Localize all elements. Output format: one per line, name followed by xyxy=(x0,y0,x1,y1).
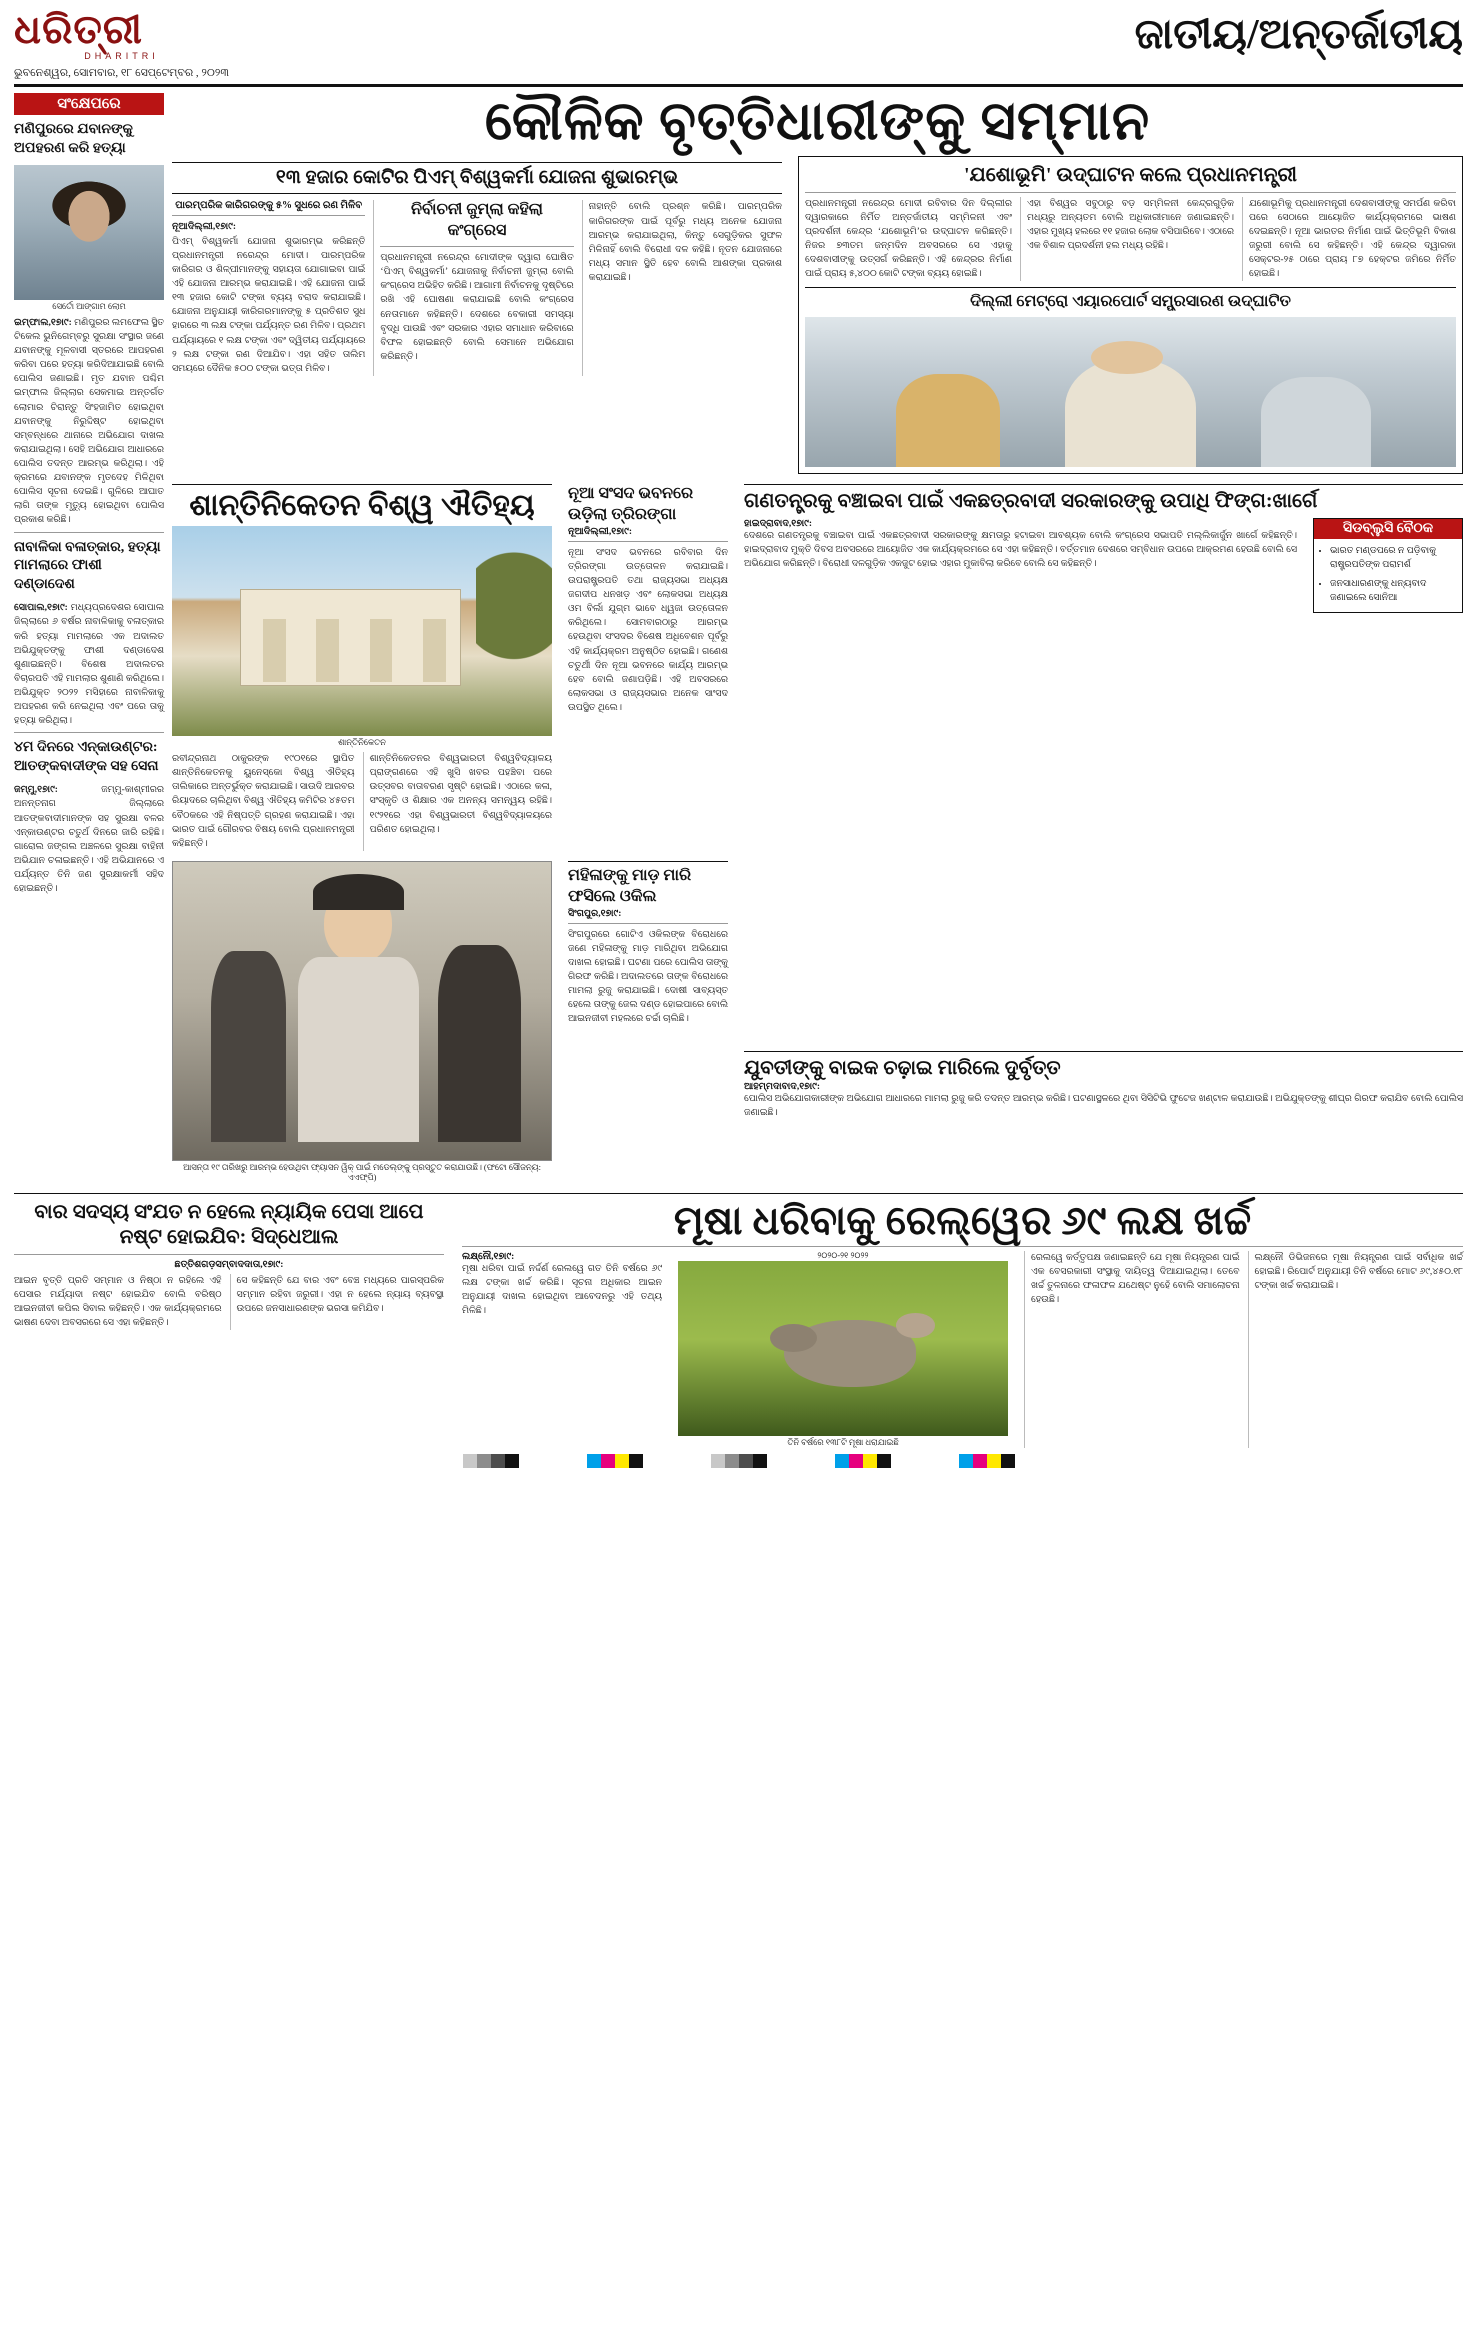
parliament-dateline: ନୂଆଦିଲ୍ଲୀ,୧୭ା୯: xyxy=(568,526,633,537)
brief-1-body xyxy=(14,316,164,528)
rail-years: ୨୦୨୦-୨୧ ୨୦୨୨ xyxy=(817,1250,869,1260)
lead-col-2-kicker: ନିର୍ବାଚନୀ ଜୁମ୍‌ଲା କହିଲା କଂଗ୍ରେସ xyxy=(410,201,544,240)
black-swatch xyxy=(1001,1454,1015,1468)
lead-col-2-text: ପ୍ରଧାନମନ୍ତ୍ରୀ ନରେନ୍ଦ୍ର ମୋଦୀଙ୍କ ଦ୍ୱାରା ଘୋଷିତ ‘ପିଏମ୍ ବିଶ୍ୱକର୍ମା’ ଯୋଜନାକୁ ନିର୍ବାଚନୀ ଜୁମ୍‌ଲା ବୋଲି କଂଗ୍ରେସ ଅଭିହିତ କରିଛି। ଆଗାମୀ ନିର୍ବାଚନକୁ ଦୃଷ୍ଟିରେ ରଖି ଏହି ଘୋଷଣା କରାଯାଇଛି ବୋଲି କଂଗ୍ରେସ ନେତାମାନେ କହିଛନ୍ତି। ଦେଶରେ ବେକାରୀ ସମସ୍ୟା ବୃଦ୍ଧି ପାଉଛି ଏବଂ ସରକାର ଏହାର ସମାଧାନ କରିବାରେ ବିଫଳ ହୋଇଛନ୍ତି ବୋଲି ସେମାନେ ଅଭିଯୋଗ କରିଛନ୍ତି। xyxy=(380,253,574,362)
cmyk-swatches xyxy=(587,1454,643,1468)
lead-dateline: ନୂଆଦିଲ୍ଲୀ,୧୭ା୯: xyxy=(172,222,237,233)
santiniketan-photo-caption: ଶାନ୍ତିନିକେତନ xyxy=(338,738,386,748)
lead-col-3-text: ନାହାନ୍ତି ବୋଲି ପ୍ରଶ୍ନ କରିଛି। ପାରମ୍ପରିକ କାରିଗରଙ୍କ ପାଇଁ ପୂର୍ବରୁ ମଧ୍ୟ ଅନେକ ଯୋଜନା ଆରମ୍ଭ କରାଯାଇଥିଲା, କିନ୍ତୁ ସେଗୁଡ଼ିକର ସୁଫଳ ମିଳିନାହିଁ ବୋଲି ବିରୋଧୀ ଦଳ କହିଛି। ନୂତନ ଯୋଜନାରେ ମଧ୍ୟ ସମାନ ସ୍ଥିତି ହେବ ବୋଲି ଆଶଙ୍କା ପ୍ରକାଶ କରାଯାଇଛି। xyxy=(588,202,782,284)
black-swatch xyxy=(629,1454,643,1468)
lawyer-story xyxy=(568,861,728,1026)
mouse-photo xyxy=(678,1261,1008,1436)
cwc-box-title: ସିଡବ୍ଲୁସି ବୈଠକ xyxy=(1314,519,1462,539)
rail-col-3: ଲକ୍ଷ୍ନୌ ଡିଭିଜନରେ ମୂଷା ନିୟନ୍ତ୍ରଣ ପାଇଁ ସର୍ବାଧିକ ଖର୍ଚ୍ଚ ହୋଇଛି। ରିପୋର୍ଟ ଅନୁଯାୟୀ ତିନି ବର୍ଷରେ ମୋଟ ୬୯,୪୫୦.୧୮ ଟଙ୍କା ଖର୍ଚ୍ଚ କରାଯାଇଛି। xyxy=(1248,1251,1464,1448)
magenta-swatch xyxy=(849,1454,863,1468)
rail-col-2: ରେଲୱେ କର୍ତ୍ତୃପକ୍ଷ ଜଣାଇଛନ୍ତି ଯେ ମୂଷା ନିୟନ୍ତ୍ରଣ ପାଇଁ ଏକ ବେସରକାରୀ ସଂସ୍ଥାକୁ ଦାୟିତ୍ୱ ଦିଆଯାଇଥିଲା। ତେବେ ଖର୍ଚ୍ଚ ତୁଳନାରେ ଫଳାଫଳ ଯଥେଷ୍ଟ ନୁହେଁ ବୋଲି ସମାଲୋଚନା ହେଉଛି। xyxy=(1024,1251,1240,1448)
cyan-swatch xyxy=(959,1454,973,1468)
magenta-swatch xyxy=(601,1454,615,1468)
rail-story xyxy=(462,1197,1463,1448)
black-swatch xyxy=(877,1454,891,1468)
yellow-swatch xyxy=(987,1454,1001,1468)
brief-1-headline: ମଣିପୁରରେ ଯବାନଙ୍କୁ ଅପହରଣ କରି ହତ୍ୟା xyxy=(14,122,133,156)
fashion-photo-block xyxy=(172,861,552,1183)
grey-swatch xyxy=(739,1454,753,1468)
yashobhoomi-col-2: ଏହା ବିଶ୍ୱର ସବୁଠାରୁ ବଡ଼ ସମ୍ମିଳନୀ କେନ୍ଦ୍ରଗୁଡ଼ିକ ମଧ୍ୟରୁ ଅନ୍ୟତମ ବୋଲି ଅଧିକାରୀମାନେ ଜଣାଇଛନ୍ତି। ଏହାର ମୁଖ୍ୟ ହଲରେ ୧୧ ହଜାର ଲୋକ ବସିପାରିବେ। ଏଠାରେ ଏକ ବିଶାଳ ପ୍ରଦର୍ଶନୀ ହଲ ମଧ୍ୟ ରହିଛି। xyxy=(1020,197,1234,282)
lead-col-1-text: ପିଏମ୍ ବିଶ୍ୱକର୍ମା ଯୋଜନା ଶୁଭାରମ୍ଭ କରିଛନ୍ତି ପ୍ରଧାନମନ୍ତ୍ରୀ ନରେନ୍ଦ୍ର ମୋଦୀ। ପାରମ୍ପରିକ କାରିଗର ଓ ଶିଳ୍ପୀମାନଙ୍କୁ ସହାୟତା ଯୋଗାଇବା ପାଇଁ ଏହି ଯୋଜନା ଆରମ୍ଭ କରାଯାଇଛି। ଏହି ଯୋଜନା ପାଇଁ ୧୩ ହଜାର କୋଟି ଟଙ୍କା ବ୍ୟୟ ବରାଦ କରାଯାଇଛି। ଯୋଜନା ଅନୁଯାୟୀ କାରିଗରମାନଙ୍କୁ ୫ ପ୍ରତିଶତ ସୁଧ ହାରରେ ୩ ଲକ୍ଷ ଟଙ୍କା ପର୍ଯ୍ୟନ୍ତ ରଣ ମିଳିବ। ପ୍ରଥମ ପର୍ଯ୍ୟାୟରେ ୧ ଲକ୍ଷ ଟଙ୍କା ଏବଂ ଦ୍ୱିତୀୟ ପର୍ଯ୍ୟାୟରେ ୨ ଲକ୍ଷ ଟଙ୍କା ରଣ ଦିଆଯିବ। ଏହା ସହିତ ତାଲିମ ସମୟରେ ଦୈନିକ ୫୦୦ ଟଙ୍କା ଭତ୍ତା ମିଳିବ। xyxy=(172,236,366,374)
grey-swatch xyxy=(725,1454,739,1468)
santiniketan-col-1: ରବୀନ୍ଦ୍ରନାଥ ଠାକୁରଙ୍କ ୧୯୦୧ରେ ସ୍ଥାପିତ ଶାନ୍ତିନିକେତନକୁ ୟୁନେସ୍କୋ ବିଶ୍ୱ ଐତିହ୍ୟ ତାଲିକାରେ ଅନ୍ତର୍ଭୁକ୍ତ କରାଯାଇଛି। ସାଉଦି ଆରବର ରିୟାଦରେ ଚାଲିଥିବା ବିଶ୍ୱ ଐତିହ୍ୟ କମିଟିର ୪୫ତମ ବୈଠକରେ ଏହି ନିଷ୍ପତ୍ତି ଗ୍ରହଣ କରାଯାଇଛି। ଏହା ଭାରତ ପାଇଁ ଗୌରବର ବିଷୟ ବୋଲି ପ୍ରଧାନମନ୍ତ୍ରୀ କହିଛନ୍ତି। xyxy=(172,754,355,849)
bike-text: ପୋଲିସ ଅଭିଯୋଗକାରୀଙ୍କ ଅଭିଯୋଗ ଆଧାରରେ ମାମଲା ରୁଜୁ କରି ତଦନ୍ତ ଆରମ୍ଭ କରିଛି। ଘଟଣାସ୍ଥଳରେ ଥିବା ସିସିଟିଭି ଫୁଟେଜ ଖଣ୍ଟାଳ କରାଯାଉଛି। ଅଭିଯୁକ୍ତଙ୍କୁ ଶୀଘ୍ର ଗିରଫ କରାଯିବ ବୋଲି ପୋଲିସ ଜଣାଇଛି। xyxy=(744,1093,1463,1119)
logo-subtext: DHARITRI xyxy=(84,51,159,61)
brief-1-photo xyxy=(14,165,164,300)
grey-swatch xyxy=(505,1454,519,1468)
brief-2-text: ମଧ୍ୟପ୍ରଦେଶର ସୋପାଲ ଜିଲ୍ଲାରେ ୬ ବର୍ଷର ନାବାଳିକାକୁ ବଳାତ୍କାର କରି ହତ୍ୟା ମାମଲାରେ ଏକ ଅଦାଲତ ଅଭିଯୁକ୍ତଙ୍କୁ ଫାଶୀ ଦଣ୍ଡାଦେଶ ଶୁଣାଇଛନ୍ତି। ବିଶେଷ ଅଦାଲତର ବିଚାରପତି ଏହି ମାମଲାର ଶୁଣାଣି କରିଥିଲେ। ଅଭିଯୁକ୍ତ ୨୦୨୨ ମସିହାରେ ନାବାଳିକାକୁ ଅପହରଣ କରି ନେଇଥିଲା ଏବଂ ପରେ ତାକୁ ହତ୍ୟା କରିଥିଲା। xyxy=(14,603,164,727)
masthead xyxy=(14,7,1463,87)
brief-2-headline: ନାବାଳିକା ବଳାତ୍କାର, ହତ୍ୟା ମାମଲାରେ ଫାଶୀ ଦଣ୍ଡାଦେଶ xyxy=(14,539,161,593)
grey-swatch xyxy=(753,1454,767,1468)
grey-swatch xyxy=(711,1454,725,1468)
sibal-col-1: ଆଇନ ବୃତ୍ତି ପ୍ରତି ସମ୍ମାନ ଓ ନିଷ୍ଠା ନ ରହିଲେ ଏହି ପେସାର ମର୍ଯ୍ୟାଦା ନଷ୍ଟ ହୋଇଯିବ ବୋଲି ବରିଷ୍ଠ ଆଇନଜୀବୀ କପିଲ ସିବାଲ କହିଛନ୍ତି। ଏକ କାର୍ଯ୍ୟକ୍ରମରେ ଭାଷଣ ଦେବା ଅବସରରେ ସେ ଏହା କହିଛନ୍ତି। xyxy=(14,1275,222,1329)
cwc-bullet: • ଜନସାଧାରଣଙ୍କୁ ଧନ୍ୟବାଦ ଜଣାଇଲେ ସୋନିଆ xyxy=(1330,578,1456,605)
greyscale-swatches xyxy=(711,1454,767,1468)
metro-subheadline: ଦିଲ୍ଲୀ ମେଟ୍ରୋ ଏୟାରପୋର୍ଟ ସମ୍ପ୍ରସାରଣ ଉଦ୍‌ଘାଟିତ xyxy=(805,287,1456,313)
santiniketan-headline: ଶାନ୍ତିନିକେତନ ବିଶ୍ୱ ଐତିହ୍ୟ xyxy=(172,484,552,522)
brief-1-photo-caption: ସେର୍ତୋ ଆଙ୍ଗାମ ଲୋମ xyxy=(52,301,126,311)
parliament-story xyxy=(568,484,728,715)
santiniketan-story xyxy=(172,484,552,851)
grey-swatch xyxy=(491,1454,505,1468)
main-content xyxy=(172,93,1463,1183)
bike-dateline: ଆହମ୍ମଦାବାଦ,୧୭ା୯: xyxy=(744,1081,821,1092)
santiniketan-col-2: ଶାନ୍ତିନିକେତନର ବିଶ୍ୱଭାରତୀ ବିଶ୍ୱବିଦ୍ୟାଳୟ ପ୍ରାଙ୍ଗଣରେ ଏହି ଖୁସି ଖବର ପହଞ୍ଚିବା ପରେ ଉତ୍ସବର ବାତାବରଣ ସୃଷ୍ଟି ହୋଇଛି। ଏଠାରେ କଳା, ସଂସ୍କୃତି ଓ ଶିକ୍ଷାର ଏକ ଅନନ୍ୟ ସମନ୍ୱୟ ରହିଛି। ୧୯୨୧ରେ ଏହା ବିଶ୍ୱଭାରତୀ ବିଶ୍ୱବିଦ୍ୟାଳୟରେ ପରିଣତ ହୋଇଥିଲା। xyxy=(363,752,553,851)
brief-1-text: ମଣିପୁରର ଲମଫେଲ ସ୍ଥିତ ଟିକେଲ ଭୁନିଗେମ୍ବରୁ ସୁରକ୍ଷା ସଂସ୍ଥାର ଜଣେ ଯବାନଙ୍କୁ ମୂଳବାସୀ ସ୍ତରରେ ଆପହରଣ କରିବା ପରେ ହତ୍ୟା କରିଦିଆଯାଇଛି ବୋଲି ପୋଲିସ ଜଣାଇଛି। ମୃତ ଯବାନ ପଶ୍ଚିମ ଇମ୍ଫାଲ ଜିଲ୍ଲାର ସେକମାଇ ଅନ୍ତର୍ଗତ ଲୋମାର ଚିରାନ୍ତୁ ସିଂହଜାମିତ ହୋଇଥିବା ଯବାନଙ୍କୁ ନିରୁଦ୍ଦିଷ୍ଟ ହୋଇଥିବା ସମ୍ବନ୍ଧରେ ଥାନାରେ ଅଭିଯୋଗ ଦାଖଲ କରାଯାଇଥିଲା। ସେହି ଅଭିଯୋଗ ଆଧାରରେ ପୋଲିସ ତଦନ୍ତ ଆରମ୍ଭ କରିଥିଲା। ଏହି କ୍ରମରେ ଯବାନଙ୍କ ମୃତଦେହ ମିଳିଥିବା ପୋଲିସ ସୂଚନା ଦେଇଛି। ଗୁଳିରେ ଆଘାତ ଲାଗି ତାଙ୍କ ମୃତ୍ୟୁ ହୋଇଥିବା ପୋଲିସ ପ୍ରକାଶ କରିଛି। xyxy=(14,317,164,526)
santiniketan-photo xyxy=(172,526,552,736)
logo-text: ଧରିତ୍ରୀ xyxy=(14,7,143,52)
cmyk-swatches xyxy=(959,1454,1015,1468)
briefs-column xyxy=(14,93,164,1183)
cwc-bullet: • ଭାରତ ମଣ୍ଡପରେ ନ ପଡ଼ିବାକୁ ରାଷ୍ଟ୍ରପତିଙ୍କ ପରାମର୍ଶ xyxy=(1330,545,1456,572)
lead-subheadline: ୧୩ ହଜାର କୋଟିର ପିଏମ୍ ବିଶ୍ୱକର୍ମା ଯୋଜନା ଶୁଭାରମ୍ଭ xyxy=(172,162,782,195)
lead-story-columns xyxy=(172,200,782,375)
bike-story xyxy=(744,861,1463,1120)
kharge-headline: ଗଣତନ୍ତ୍ରକୁ ବଞ୍ଚାଇବା ପାଇଁ ଏକଛତ୍ରବାଦୀ ସରକାରଙ୍କୁ ଉପାଧି ଫିଙ୍ଗ:ଖାର୍ଗେ xyxy=(744,484,1463,514)
masthead-logo xyxy=(14,7,229,80)
sibal-dateline: ଛତ୍ତିଶଗଡ଼ସମ୍ବାଦଦାତା,୧୭ା୯: xyxy=(174,1259,284,1270)
yashobhoomi-headline: 'ଯଶୋଭୂମି' ଉଦ୍‌ଘାଟନ କଲେ ପ୍ରଧାନମନ୍ତ୍ରୀ xyxy=(963,163,1297,186)
lead-col-3 xyxy=(582,200,782,375)
bike-headline: ଯୁବତୀଙ୍କୁ ବାଇକ ଚଢ଼ାଇ ମାରିଲେ ଦୁର୍ବୃତ୍ତ xyxy=(744,1051,1463,1081)
rail-dateline: ଲକ୍ଷ୍ନୌ,୧୭ା୯: xyxy=(462,1251,515,1262)
yashobhoomi-story xyxy=(798,156,1463,474)
grey-swatch xyxy=(477,1454,491,1468)
mouse-photo-caption: ତିନି ବର୍ଷରେ ୧୩୮ଟି ମୂଷା ଧରାଯାଇଛି xyxy=(787,1437,899,1447)
modi-photo xyxy=(805,317,1456,467)
lawyer-headline: ମହିଳାଙ୍କୁ ମାଡ଼ ମାରି ଫସିଲେ ଓକିଲ xyxy=(568,861,728,908)
cmyk-swatches xyxy=(835,1454,891,1468)
parliament-headline: ନୂଆ ସଂସଦ ଭବନରେ ଉଡ଼ିଲା ତ୍ରିରଙ୍ଗା xyxy=(568,485,694,523)
rail-col-1: ମୂଷା ଧରିବା ପାଇଁ ନର୍ଦ୍ଦର୍ଣ ରେଲୱେ ଗତ ତିନି ବର୍ଷରେ ୬୯ ଲକ୍ଷ ଟଙ୍କା ଖର୍ଚ୍ଚ କରିଛି। ସୂଚନା ଅଧିକାର ଆଇନ ଅନୁଯାୟୀ ଦାଖଲ ହୋଇଥିବା ଆବେଦନରୁ ଏହି ତଥ୍ୟ ମିଳିଛି। xyxy=(462,1263,662,1317)
magenta-swatch xyxy=(973,1454,987,1468)
print-registration-bar xyxy=(14,1448,1463,1478)
kharge-dateline: ହାଇଦ୍ରାବାଦ,୧୭ା୯: xyxy=(744,519,813,530)
greyscale-swatches xyxy=(463,1454,519,1468)
brief-3-dateline: ଜମ୍ମୁ,୧୭ା୯: xyxy=(14,785,58,796)
kharge-text: ଦେଶରେ ଗଣତନ୍ତ୍ରକୁ ବଞ୍ଚାଇବା ପାଇଁ ଏକଛତ୍ରବାଦୀ ସରକାରଙ୍କୁ କ୍ଷମତାରୁ ହଟାଇବା ଆବଶ୍ୟକ ବୋଲି କଂଗ୍ରେସ ସଭାପତି ମଲ୍ଲିକାର୍ଜୁନ ଖାର୍ଗେ କହିଛନ୍ତି। ହାଇଦ୍ରାବାଦ ମୁକ୍ତି ଦିବସ ଅବସରରେ ଆୟୋଜିତ ଏକ କାର୍ଯ୍ୟକ୍ରମରେ ସେ ଏହା କହିଛନ୍ତି। ବର୍ତ୍ତମାନ ଦେଶରେ ସମ୍ବିଧାନ ଉପରେ ଆକ୍ରମଣ ହେଉଛି ବୋଲି ସେ ଅଭିଯୋଗ କରିଛନ୍ତି। ବିରୋଧୀ ଦଳଗୁଡ଼ିକ ଏକଜୁଟ ହୋଇ ଏହାର ମୁକାବିଲା କରିବେ ବୋଲି ସେ କହିଛନ୍ତି। xyxy=(744,531,1297,570)
brief-2-dateline: ସୋପାଲ,୧୭ା୯: xyxy=(14,603,68,614)
yashobhoomi-col-1: ପ୍ରଧାନମନ୍ତ୍ରୀ ନରେନ୍ଦ୍ର ମୋଦୀ ରବିବାର ଦିନ ଦିଲ୍ଲୀର ଦ୍ୱାରକାରେ ନିର୍ମିତ ଅନ୍ତର୍ଜାତୀୟ ସମ୍ମିଳନୀ ଏବଂ ପ୍ରଦର୍ଶନୀ କେନ୍ଦ୍ର ‘ଯଶୋଭୂମି’ର ଉଦ୍‌ଘାଟନ କରିଛନ୍ତି। ନିଜର ୭୩ତମ ଜନ୍ମଦିନ ଅବସରରେ ସେ ଏହାକୁ ଦେଶବାସୀଙ୍କୁ ଉତ୍ସର୍ଗ କରିଛନ୍ତି। ଏହି କେନ୍ଦ୍ରର ନିର୍ମାଣ ପାଇଁ ପ୍ରାୟ ୫,୪୦୦ କୋଟି ଟଙ୍କା ବ୍ୟୟ ହୋଇଛି। xyxy=(805,198,1012,280)
yellow-swatch xyxy=(863,1454,877,1468)
lead-col-1 xyxy=(172,200,365,375)
publication-date: ଭୁବନେଶ୍ୱର, ସୋମବାର, ୧୮ ସେପ୍ଟେମ୍ବର , ୨୦୨୩ xyxy=(14,67,229,79)
brief-3-text: ଜମ୍ମୁ-କାଶ୍ମୀରର ଅନନ୍ତନାଗ ଜିଲ୍ଲାରେ ଆତଙ୍କବାଦୀମାନଙ୍କ ସହ ସୁରକ୍ଷା ବଳର ଏନ୍‌କାଉଣ୍ଟର ଚତୁର୍ଥ ଦିନରେ ଜାରି ରହିଛି। ଗାରୋଲ ଜଙ୍ଗଲ ଅଞ୍ଚଳରେ ସୁରକ୍ଷା ବାହିନୀ ଅଭିଯାନ ଚଳାଇଛନ୍ତି। ଏହି ଅଭିଯାନରେ ଏ ପର୍ଯ୍ୟନ୍ତ ତିନି ଜଣ ସୁରକ୍ଷାକର୍ମୀ ସହିଦ ହୋଇଛନ୍ତି। xyxy=(14,785,164,895)
yellow-swatch xyxy=(615,1454,629,1468)
cwc-box xyxy=(1313,518,1463,613)
lead-headline: କୌଳିକ ବୃତ୍ତିଧାରୀଙ୍କୁ ସମ୍ମାନ xyxy=(484,91,1151,151)
briefs-badge: ସଂକ୍ଷେପରେ xyxy=(14,93,164,115)
kharge-story xyxy=(744,484,1463,613)
yashobhoomi-columns xyxy=(805,197,1456,282)
brief-3-headline: ୪ମ ଦିନରେ ଏନ୍‌କାଉଣ୍ଟର: ଆତଙ୍କବାଦୀଙ୍କ ସହ ସେନା xyxy=(14,740,159,775)
cyan-swatch xyxy=(835,1454,849,1468)
brief-2-body xyxy=(14,601,164,728)
brief-3-body xyxy=(14,783,164,896)
cyan-swatch xyxy=(587,1454,601,1468)
lawyer-dateline: ସିଂଗପୁର,୧୭ା୯: xyxy=(568,908,622,919)
brief-1-dateline: ଇମ୍ଫାଲ,୧୭ା୯: xyxy=(14,317,72,328)
parliament-text: ନୂଆ ସଂସଦ ଭବନରେ ରବିବାର ଦିନ ତ୍ରିରଙ୍ଗା ଉତ୍ତୋଳନ କରାଯାଇଛି। ଉପରାଷ୍ଟ୍ରପତି ତଥା ରାଜ୍ୟସଭା ଅଧ୍ୟକ୍ଷ ଜଗଦୀପ ଧନଖଡ଼ ଏବଂ ଲୋକସଭା ଅଧ୍ୟକ୍ଷ ଓମ ବିର୍ଲା ଯୁଗ୍ମ ଭାବେ ଧ୍ୱଜା ଉତ୍ତୋଳନ କରିଥିଲେ। ସୋମବାରଠାରୁ ଆରମ୍ଭ ହେଉଥିବା ସଂସଦର ବିଶେଷ ଅଧିବେଶନ ପୂର୍ବରୁ ଏହି କାର୍ଯ୍ୟକ୍ରମ ଅନୁଷ୍ଠିତ ହୋଇଛି। ଗଣେଶ ଚତୁର୍ଥୀ ଦିନ ନୂଆ ଭବନରେ କାର୍ଯ୍ୟ ଆରମ୍ଭ ହେବ ବୋଲି ଜଣାପଡ଼ିଛି। ଏହି ଅବସରରେ ଲୋକସଭା ଓ ରାଜ୍ୟସଭାର ଅନେକ ସାଂସଦ ଉପସ୍ଥିତ ଥିଲେ। xyxy=(568,547,728,713)
lawyer-text: ସିଂଗପୁରରେ ଗୋଟିଏ ଓକିଲଙ୍କ ବିରୋଧରେ ଜଣେ ମହିଳାଙ୍କୁ ମାଡ଼ ମାରିଥିବା ଅଭିଯୋଗ ଦାଖଲ ହୋଇଛି। ଘଟଣା ପରେ ପୋଲିସ ତାଙ୍କୁ ଗିରଫ କରିଛି। ଅଦାଲତରେ ତାଙ୍କ ବିରୋଧରେ ମାମଲା ରୁଜୁ କରାଯାଇଛି। ଦୋଷୀ ସାବ୍ୟସ୍ତ ହେଲେ ତାଙ୍କୁ ଜେଲ ଦଣ୍ଡ ହୋଇପାରେ ବୋଲି ଆଇନଜୀବୀ ମହଲରେ ଚର୍ଚ୍ଚା ଚାଲିଛି। xyxy=(568,929,728,1025)
grey-swatch xyxy=(463,1454,477,1468)
lead-col-1-kicker: ପାରମ୍ପରିକ କାରିଗରଙ୍କୁ ୫% ସୁଧରେ ରଣ ମିଳିବ xyxy=(175,200,363,212)
lead-col-2 xyxy=(373,200,573,375)
fashion-photo-caption: ଆସନ୍ତା ୧୯ ତାରିଖରୁ ଆରମ୍ଭ ହେଉଥିବା ଫ୍ୟାସନ ୱିକ୍ ପାଇଁ ମଡେଲ୍‌ଙ୍କୁ ପ୍ରସ୍ତୁତ କରାଯାଉଛି। (ଫଟୋ ସୌଜନ୍ୟ: ଏଏଫ୍‌ପି) xyxy=(183,1162,541,1182)
yashobhoomi-col-3: ଯଶୋଭୂମିକୁ ପ୍ରଧାନମନ୍ତ୍ରୀ ଦେଶବାସୀଙ୍କୁ ସମର୍ପଣ କରିବା ପରେ ସେଠାରେ ଆୟୋଜିତ କାର୍ଯ୍ୟକ୍ରମରେ ଭାଷଣ ଦେଇଛନ୍ତି। ନୂଆ ଭାରତର ନିର୍ମାଣ ପାଇଁ ଭିତ୍ତିଭୂମି ବିକାଶ ଜରୁରୀ ବୋଲି ସେ କହିଛନ୍ତି। ଏହି କେନ୍ଦ୍ର ଦ୍ୱାରକା ସେକ୍ଟର-୨୫ ଠାରେ ପ୍ରାୟ ୮୭ ହେକ୍ଟର ଜମିରେ ନିର୍ମିତ ହୋଇଛି। xyxy=(1242,197,1456,282)
section-title: ଜାତୀୟ/ଅନ୍ତର୍ଜାତୀୟ xyxy=(1134,12,1463,58)
sibal-story xyxy=(14,1200,444,1330)
sibal-col-2: ସେ କହିଛନ୍ତି ଯେ ବାର ଏବଂ ବେଞ୍ଚ ମଧ୍ୟରେ ପାରସ୍ପରିକ ସମ୍ମାନ ରହିବା ଜରୁରୀ। ଏହା ନ ହେଲେ ନ୍ୟାୟ ବ୍ୟବସ୍ଥା ଉପରେ ଜନସାଧାରଣଙ୍କ ଭରସା କମିଯିବ। xyxy=(230,1274,445,1330)
fashion-photo xyxy=(172,861,552,1161)
sibal-headline: ବାର ସଦସ୍ୟ ସଂଯତ ନ ହେଲେ ନ୍ୟାୟିକ ପେସା ଆପେ ନଷ୍ଟ ହୋଇଯିବ: ସିଦ୍ଧେଆଲ xyxy=(34,1200,424,1248)
rail-headline: ମୂଷା ଧରିବାକୁ ରେଲ୍‌ୱେର ୬୯ ଲକ୍ଷ ଖର୍ଚ୍ଚ xyxy=(673,1197,1252,1243)
